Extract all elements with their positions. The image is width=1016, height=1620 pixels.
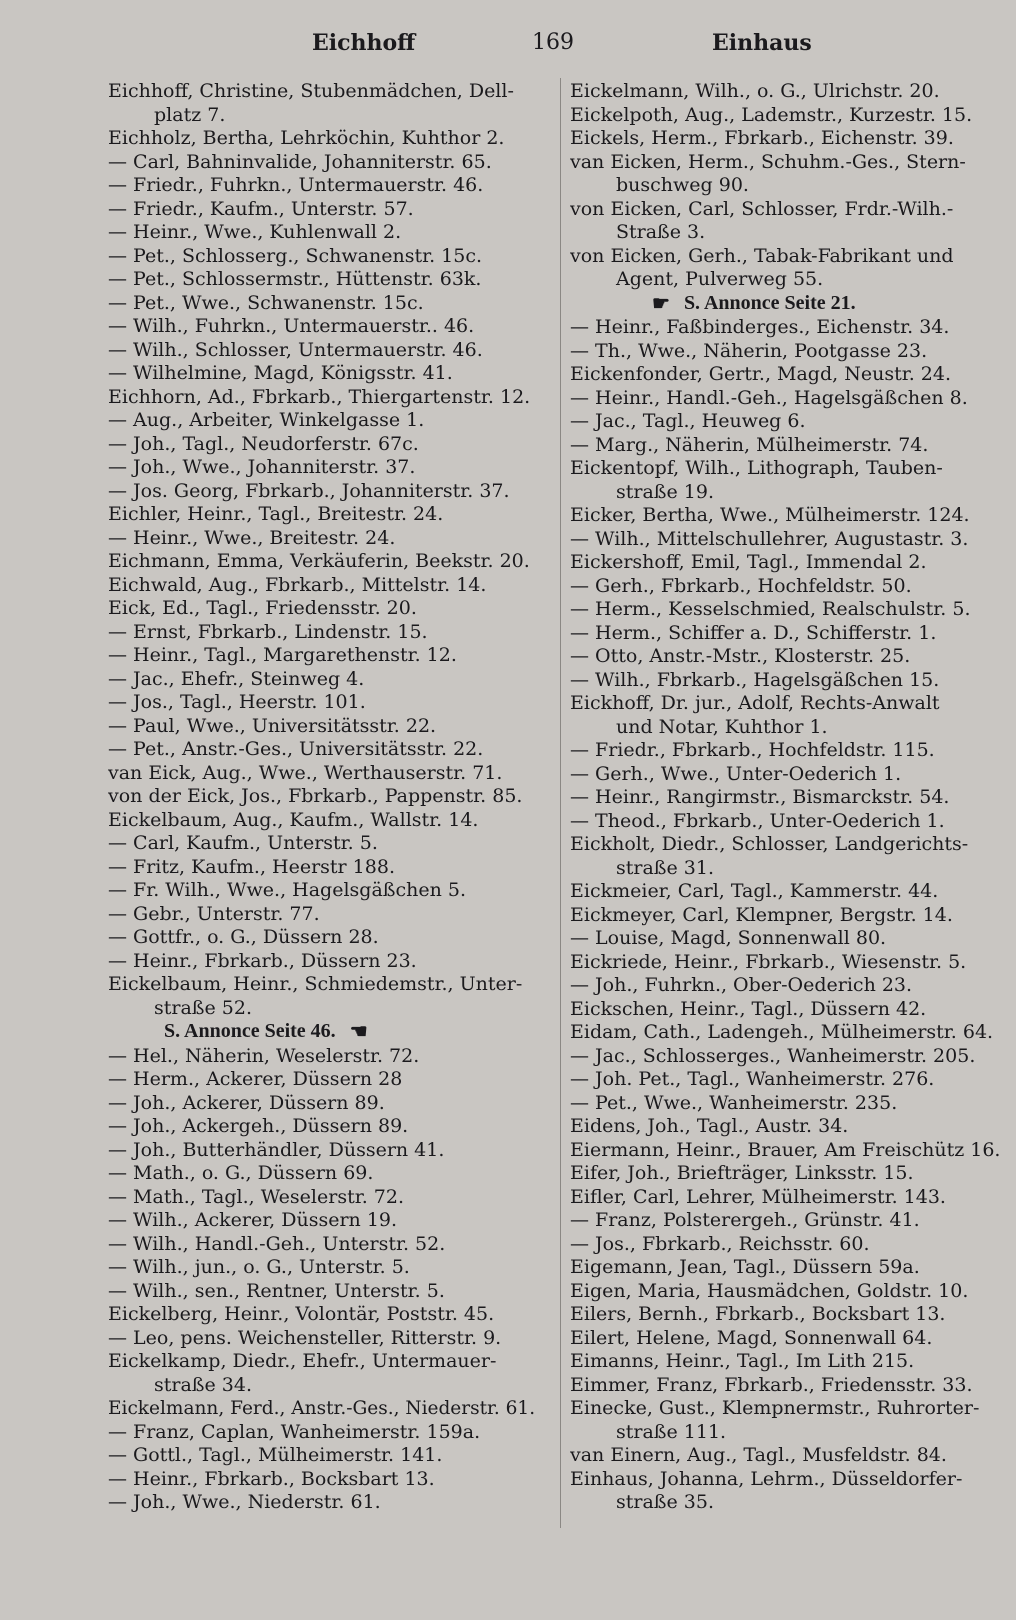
directory-entry bbox=[108, 597, 544, 621]
entry-text: Eickmeier, Carl, Tagl., Kammerstr. 44. bbox=[570, 880, 939, 902]
right-column bbox=[570, 80, 1002, 1515]
entry-text: Eimanns, Heinr., Tagl., Im Lith 215. bbox=[570, 1350, 915, 1372]
directory-entry bbox=[570, 104, 1002, 128]
pointing-hand-right-icon: ☛ bbox=[652, 292, 670, 315]
directory-entry bbox=[570, 410, 1002, 434]
entry-text: Eickmeyer, Carl, Klempner, Bergstr. 14. bbox=[570, 903, 953, 926]
directory-entry bbox=[570, 363, 1002, 387]
directory-entry bbox=[108, 456, 544, 480]
directory-entry bbox=[108, 621, 544, 645]
entry-continuation: straße 31. bbox=[616, 856, 714, 879]
entry-text: Einecke, Gust., Klempnermstr., Ruhrorter- bbox=[570, 1397, 980, 1419]
directory-entry bbox=[570, 692, 1002, 739]
directory-entry bbox=[570, 1350, 1002, 1374]
directory-entry bbox=[108, 127, 544, 151]
entry-text: — Friedr., Kaufm., Unterstr. 57. bbox=[108, 197, 414, 220]
entry-text: Eickenfonder, Gertr., Magd, Neustr. 24. bbox=[570, 363, 951, 385]
directory-entry bbox=[108, 174, 544, 198]
running-head-right: Einhaus bbox=[712, 30, 812, 56]
entry-continuation: straße 19. bbox=[616, 480, 714, 503]
directory-entry bbox=[570, 1021, 1002, 1045]
entry-text: — Jac., Schlosserges., Wanheimerstr. 205. bbox=[570, 1044, 976, 1067]
directory-entry bbox=[108, 1068, 544, 1092]
entry-text: von Eicken, Carl, Schlosser, Frdr.-Wilh.- bbox=[570, 197, 954, 220]
entry-text: — Heinr., Wwe., Kuhlenwall 2. bbox=[108, 221, 402, 243]
entry-text: — Otto, Anstr.-Mstr., Klosterstr. 25. bbox=[570, 645, 911, 667]
directory-entry bbox=[108, 738, 544, 762]
directory-entry bbox=[108, 527, 544, 551]
entry-text: — Hel., Näherin, Weselerstr. 72. bbox=[108, 1044, 420, 1067]
directory-entry bbox=[570, 1468, 1002, 1515]
directory-entry bbox=[108, 950, 544, 974]
entry-text: — Gebr., Unterstr. 77. bbox=[108, 902, 320, 925]
page-header bbox=[0, 30, 1016, 64]
entry-text: — Math., o. G., Düssern 69. bbox=[108, 1162, 374, 1184]
entry-text: Eigen, Maria, Hausmädchen, Goldstr. 10. bbox=[570, 1279, 969, 1302]
directory-entry bbox=[570, 645, 1002, 669]
entry-text: van Eick, Aug., Wwe., Werthauserstr. 71. bbox=[108, 761, 503, 784]
entry-text: — Wilh., Fbrkarb., Hagelsgäßchen 15. bbox=[570, 668, 940, 691]
directory-entry bbox=[108, 1280, 544, 1304]
entry-text: — Wilh., jun., o. G., Unterstr. 5. bbox=[108, 1256, 410, 1278]
directory-entry bbox=[108, 903, 544, 927]
annonce-reference bbox=[108, 1020, 544, 1045]
entry-text: — Heinr., Tagl., Margarethenstr. 12. bbox=[108, 644, 457, 666]
entry-continuation: Straße 3. bbox=[616, 221, 706, 243]
directory-entry bbox=[570, 1092, 1002, 1116]
entry-text: van Einern, Aug., Tagl., Musfeldstr. 84. bbox=[570, 1444, 947, 1466]
entry-text: — Joh., Fuhrkn., Ober-Oederich 23. bbox=[570, 974, 913, 996]
entry-continuation: straße 34. bbox=[154, 1373, 252, 1396]
directory-entry bbox=[108, 926, 544, 950]
entry-text: — Wilh., Fuhrkn., Untermauerstr.. 46. bbox=[108, 315, 475, 337]
directory-entry bbox=[570, 880, 1002, 904]
entry-text: — Fritz, Kaufm., Heerstr 188. bbox=[108, 855, 395, 878]
directory-entry bbox=[570, 575, 1002, 599]
entry-text: — Leo, pens. Weichensteller, Ritterstr. 9. bbox=[108, 1326, 502, 1349]
entry-text: Eickelberg, Heinr., Volontär, Poststr. 45. bbox=[108, 1303, 495, 1325]
entry-text: Eickhoff, Dr. jur., Adolf, Rechts-Anwalt bbox=[570, 692, 940, 714]
entry-text: — Joh., Ackergeh., Düssern 89. bbox=[108, 1115, 409, 1137]
entry-text: — Heinr., Fbrkarb., Düssern 23. bbox=[108, 949, 417, 972]
directory-entry bbox=[108, 386, 544, 410]
entry-text: — Wilh., Mittelschullehrer, Augustastr. 3. bbox=[570, 527, 969, 550]
entry-continuation: Agent, Pulverweg 55. bbox=[616, 268, 824, 290]
directory-entry bbox=[570, 810, 1002, 834]
directory-entry bbox=[108, 1139, 544, 1163]
entry-text: — Louise, Magd, Sonnenwall 80. bbox=[570, 927, 887, 949]
entry-text: — Gottfr., o. G., Düssern 28. bbox=[108, 926, 379, 948]
entry-continuation: straße 52. bbox=[154, 996, 252, 1019]
entry-text: von der Eick, Jos., Fbrkarb., Pappenstr. 85. bbox=[108, 785, 523, 807]
directory-entry bbox=[108, 1186, 544, 1210]
entry-text: — Wilh., sen., Rentner, Unterstr. 5. bbox=[108, 1279, 445, 1302]
entry-text: — Joh., Tagl., Neudorferstr. 67c. bbox=[108, 432, 419, 455]
directory-entry bbox=[570, 1327, 1002, 1351]
directory-entry bbox=[570, 387, 1002, 411]
entry-text: Eickels, Herm., Fbrkarb., Eichenstr. 39. bbox=[570, 127, 954, 149]
directory-entry bbox=[570, 457, 1002, 504]
entry-text: — Th., Wwe., Näherin, Pootgasse 23. bbox=[570, 339, 928, 362]
directory-entry bbox=[108, 1468, 544, 1492]
directory-entry bbox=[108, 339, 544, 363]
entry-text: Eickholt, Diedr., Schlosser, Landgerichts- bbox=[570, 833, 969, 855]
directory-entry bbox=[570, 198, 1002, 245]
entry-text: — Herm., Kesselschmied, Realschulstr. 5. bbox=[570, 598, 971, 620]
entry-text: — Heinr., Wwe., Breitestr. 24. bbox=[108, 526, 396, 549]
entry-text: — Carl, Kaufm., Unterstr. 5. bbox=[108, 832, 378, 854]
entry-text: Eidens, Joh., Tagl., Austr. 34. bbox=[570, 1115, 849, 1137]
entry-continuation: straße 35. bbox=[616, 1491, 714, 1513]
entry-text: — Heinr., Handl.-Geh., Hagelsgäßchen 8. bbox=[570, 386, 968, 409]
directory-entry bbox=[108, 1327, 544, 1351]
directory-entry bbox=[570, 1209, 1002, 1233]
directory-entry bbox=[108, 785, 544, 809]
directory-entry bbox=[570, 786, 1002, 810]
directory-entry bbox=[108, 1444, 544, 1468]
entry-text: Eickentopf, Wilh., Lithograph, Tauben- bbox=[570, 457, 943, 479]
directory-entry bbox=[108, 1045, 544, 1069]
entry-text: Eidam, Cath., Ladengeh., Mülheimerstr. 64. bbox=[570, 1021, 994, 1043]
directory-entry bbox=[108, 1209, 544, 1233]
directory-entry bbox=[108, 1256, 544, 1280]
directory-entry bbox=[108, 1350, 544, 1397]
directory-entry bbox=[570, 151, 1002, 198]
directory-entry bbox=[570, 1374, 1002, 1398]
entry-text: — Herm., Ackerer, Düssern 28 bbox=[108, 1068, 403, 1090]
directory-entry bbox=[570, 1068, 1002, 1092]
directory-entry bbox=[570, 504, 1002, 528]
directory-entry bbox=[570, 80, 1002, 104]
entry-text: — Heinr., Rangirmstr., Bismarckstr. 54. bbox=[570, 786, 950, 808]
directory-entry bbox=[570, 739, 1002, 763]
entry-text: — Pet., Wwe., Schwanenstr. 15c. bbox=[108, 291, 424, 314]
entry-text: Eifler, Carl, Lehrer, Mülheimerstr. 143. bbox=[570, 1185, 946, 1208]
directory-entry bbox=[108, 550, 544, 574]
directory-entry bbox=[570, 904, 1002, 928]
directory-entry bbox=[570, 528, 1002, 552]
entry-text: Eickriede, Heinr., Fbrkarb., Wiesenstr. 5. bbox=[570, 950, 967, 973]
directory-entry bbox=[570, 1139, 1002, 1163]
directory-entry bbox=[108, 574, 544, 598]
entry-continuation: platz 7. bbox=[154, 103, 226, 126]
entry-text: von Eicken, Gerh., Tabak-Fabrikant und bbox=[570, 244, 954, 267]
entry-text: — Jos., Fbrkarb., Reichsstr. 60. bbox=[570, 1232, 870, 1255]
directory-entry bbox=[570, 551, 1002, 575]
entry-text: — Theod., Fbrkarb., Unter-Oederich 1. bbox=[570, 809, 945, 832]
entry-text: — Math., Tagl., Weselerstr. 72. bbox=[108, 1185, 404, 1208]
entry-text: Eiermann, Heinr., Brauer, Am Freischütz 16. bbox=[570, 1138, 1001, 1161]
directory-entry bbox=[108, 1491, 544, 1515]
directory-entry bbox=[108, 809, 544, 833]
directory-entry bbox=[570, 622, 1002, 646]
entry-text: — Joh., Wwe., Johanniterstr. 37. bbox=[108, 456, 416, 478]
entry-text: — Jac., Tagl., Heuweg 6. bbox=[570, 410, 806, 432]
entry-text: Eichwald, Aug., Fbrkarb., Mittelstr. 14. bbox=[108, 573, 487, 596]
directory-entry bbox=[570, 833, 1002, 880]
entry-text: — Friedr., Fbrkarb., Hochfeldstr. 115. bbox=[570, 739, 935, 761]
entry-text: — Gottl., Tagl., Mülheimerstr. 141. bbox=[108, 1444, 443, 1466]
entry-text: — Wilh., Ackerer, Düssern 19. bbox=[108, 1209, 398, 1231]
entry-text: Eickelpoth, Aug., Lademstr., Kurzestr. 15. bbox=[570, 103, 973, 126]
directory-entry bbox=[108, 315, 544, 339]
entry-text: Eigemann, Jean, Tagl., Düssern 59a. bbox=[570, 1256, 920, 1278]
entry-text: — Friedr., Fuhrkn., Untermauerstr. 46. bbox=[108, 174, 484, 196]
directory-entry bbox=[108, 503, 544, 527]
page-number: 169 bbox=[532, 30, 574, 55]
pointing-hand-left-icon: ☚ bbox=[349, 1021, 368, 1043]
entry-continuation: straße 111. bbox=[616, 1420, 727, 1443]
entry-text: — Jos. Georg, Fbrkarb., Johanniterstr. 37. bbox=[108, 479, 510, 502]
entry-text: Eifer, Joh., Briefträger, Linksstr. 15. bbox=[570, 1162, 914, 1184]
directory-entry bbox=[108, 1303, 544, 1327]
entry-text: — Pet., Anstr.-Ges., Universitätsstr. 22. bbox=[108, 738, 484, 760]
entry-text: van Eicken, Herm., Schuhm.-Ges., Stern- bbox=[570, 150, 966, 173]
directory-entry bbox=[108, 480, 544, 504]
entry-text: Eickelkamp, Diedr., Ehefr., Untermauer- bbox=[108, 1350, 497, 1372]
directory-entry bbox=[570, 1256, 1002, 1280]
entry-text: Eick, Ed., Tagl., Friedensstr. 20. bbox=[108, 597, 417, 619]
annonce-reference bbox=[570, 292, 1002, 317]
directory-entry bbox=[108, 879, 544, 903]
entry-text: Eickelbaum, Aug., Kaufm., Wallstr. 14. bbox=[108, 808, 479, 831]
directory-entry bbox=[570, 1280, 1002, 1304]
directory-entry bbox=[570, 598, 1002, 622]
directory-entry bbox=[108, 292, 544, 316]
directory-entry bbox=[108, 1397, 544, 1421]
entry-text: — Marg., Näherin, Mülheimerstr. 74. bbox=[570, 433, 929, 456]
directory-entry bbox=[570, 927, 1002, 951]
entry-text: — Gerh., Wwe., Unter-Oederich 1. bbox=[570, 762, 902, 785]
directory-entry bbox=[570, 127, 1002, 151]
entry-text: — Joh. Pet., Tagl., Wanheimerstr. 276. bbox=[570, 1068, 935, 1090]
entry-text: Einhaus, Johanna, Lehrm., Düsseldorfer- bbox=[570, 1467, 963, 1490]
directory-entry bbox=[570, 1045, 1002, 1069]
entry-text: Eichholz, Bertha, Lehrköchin, Kuhthor 2. bbox=[108, 127, 505, 149]
directory-entry bbox=[570, 1162, 1002, 1186]
annonce-text: S. Annonce Seite 46. bbox=[164, 1020, 336, 1042]
entry-text: — Wilh., Handl.-Geh., Unterstr. 52. bbox=[108, 1232, 446, 1255]
directory-entry bbox=[570, 763, 1002, 787]
directory-entry bbox=[570, 340, 1002, 364]
directory-entry bbox=[108, 198, 544, 222]
entry-text: Eilers, Bernh., Fbrkarb., Bocksbart 13. bbox=[570, 1303, 946, 1325]
directory-entry bbox=[108, 151, 544, 175]
entry-text: Eickelmann, Wilh., o. G., Ulrichstr. 20. bbox=[570, 80, 940, 102]
entry-text: — Jos., Tagl., Heerstr. 101. bbox=[108, 691, 366, 713]
directory-entry bbox=[570, 1186, 1002, 1210]
directory-entry bbox=[570, 316, 1002, 340]
entry-text: — Aug., Arbeiter, Winkelgasse 1. bbox=[108, 409, 425, 431]
directory-entry bbox=[570, 669, 1002, 693]
directory-entry bbox=[108, 362, 544, 386]
entry-continuation: buschweg 90. bbox=[616, 174, 749, 196]
entry-text: — Carl, Bahninvalide, Johanniterstr. 65. bbox=[108, 150, 492, 173]
directory-entry bbox=[108, 715, 544, 739]
entry-text: — Herm., Schiffer a. D., Schifferstr. 1. bbox=[570, 621, 937, 644]
entry-text: — Joh., Ackerer, Düssern 89. bbox=[108, 1091, 385, 1114]
directory-entry bbox=[108, 1421, 544, 1445]
directory-entry bbox=[108, 668, 544, 692]
entry-text: — Jac., Ehefr., Steinweg 4. bbox=[108, 667, 365, 690]
directory-entry bbox=[570, 434, 1002, 458]
directory-entry bbox=[108, 245, 544, 269]
directory-entry bbox=[108, 691, 544, 715]
directory-entry bbox=[570, 998, 1002, 1022]
entry-text: Eichler, Heinr., Tagl., Breitestr. 24. bbox=[108, 503, 444, 525]
directory-entry bbox=[108, 832, 544, 856]
directory-entry bbox=[570, 1444, 1002, 1468]
entry-text: — Franz, Caplan, Wanheimerstr. 159a. bbox=[108, 1420, 481, 1443]
directory-entry bbox=[570, 1303, 1002, 1327]
directory-entry bbox=[108, 80, 544, 127]
entry-text: — Franz, Polsterergeh., Grünstr. 41. bbox=[570, 1209, 920, 1231]
directory-entry bbox=[570, 1115, 1002, 1139]
directory-entry bbox=[108, 644, 544, 668]
entry-text: — Fr. Wilh., Wwe., Hagelsgäßchen 5. bbox=[108, 879, 466, 901]
directory-entry bbox=[108, 973, 544, 1020]
directory-entry bbox=[108, 1233, 544, 1257]
left-column bbox=[108, 80, 544, 1515]
entry-text: — Ernst, Fbrkarb., Lindenstr. 15. bbox=[108, 620, 428, 643]
entry-text: — Pet., Schlossermstr., Hüttenstr. 63k. bbox=[108, 268, 482, 290]
entry-text: Eichhorn, Ad., Fbrkarb., Thiergartenstr. 12. bbox=[108, 385, 531, 408]
entry-text: — Gerh., Fbrkarb., Hochfeldstr. 50. bbox=[570, 574, 912, 597]
directory-entry bbox=[570, 951, 1002, 975]
entry-text: Eicker, Bertha, Wwe., Mülheimerstr. 124. bbox=[570, 504, 970, 526]
directory-entry bbox=[108, 433, 544, 457]
entry-text: — Paul, Wwe., Universitätsstr. 22. bbox=[108, 714, 437, 737]
entry-text: Eickelbaum, Heinr., Schmiedemstr., Unter- bbox=[108, 973, 523, 995]
entry-text: — Joh., Butterhändler, Düssern 41. bbox=[108, 1138, 445, 1161]
entry-text: Eickelmann, Ferd., Anstr.-Ges., Niederstr. 61. bbox=[108, 1398, 536, 1419]
entry-text: — Pet., Wwe., Wanheimerstr. 235. bbox=[570, 1091, 898, 1114]
entry-text: — Heinr., Faßbinderges., Eichenstr. 34. bbox=[570, 316, 950, 338]
entry-text: — Wilh., Schlosser, Untermauerstr. 46. bbox=[108, 338, 483, 361]
directory-entry bbox=[108, 268, 544, 292]
directory-entry bbox=[570, 245, 1002, 292]
column-divider bbox=[560, 78, 561, 1528]
directory-entry bbox=[108, 856, 544, 880]
directory-entry bbox=[108, 1115, 544, 1139]
running-head-left: Eichhoff bbox=[312, 30, 416, 56]
directory-entry bbox=[570, 1233, 1002, 1257]
entry-text: Eichmann, Emma, Verkäuferin, Beekstr. 20. bbox=[108, 550, 530, 572]
directory-entry bbox=[108, 221, 544, 245]
annonce-text: S. Annonce Seite 21. bbox=[683, 291, 856, 314]
directory-entry bbox=[108, 1092, 544, 1116]
entry-text: — Wilhelmine, Magd, Königsstr. 41. bbox=[108, 362, 453, 384]
entry-text: Eickschen, Heinr., Tagl., Düssern 42. bbox=[570, 997, 927, 1020]
directory-entry bbox=[108, 1162, 544, 1186]
directory-entry bbox=[108, 762, 544, 786]
entry-text: Eimmer, Franz, Fbrkarb., Friedensstr. 33. bbox=[570, 1373, 973, 1396]
entry-text: — Joh., Wwe., Niederstr. 61. bbox=[108, 1491, 381, 1513]
directory-entry bbox=[570, 1397, 1002, 1444]
entry-continuation: und Notar, Kuhthor 1. bbox=[616, 715, 828, 738]
entry-text: Eickershoff, Emil, Tagl., Immendal 2. bbox=[570, 551, 927, 573]
directory-entry bbox=[570, 974, 1002, 998]
entry-text: Eilert, Helene, Magd, Sonnenwall 64. bbox=[570, 1326, 933, 1349]
entry-text: — Heinr., Fbrkarb., Bocksbart 13. bbox=[108, 1467, 435, 1490]
entry-text: — Pet., Schlosserg., Schwanenstr. 15c. bbox=[108, 244, 483, 267]
directory-entry bbox=[108, 409, 544, 433]
entry-text: Eichhoff, Christine, Stubenmädchen, Dell- bbox=[108, 80, 514, 102]
